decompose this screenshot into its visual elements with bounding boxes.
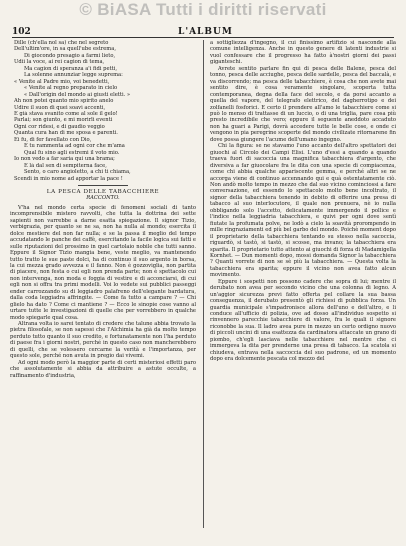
paragraph: a sottigliezza d'ingegno, il cui finissimo artifizio si nasconde alla comune intelligenza. Anche in questo genere di latenti industrie si vuol confessare che il progresso ha fatto à'nostri giorni dei passi giganteschi. (210, 40, 396, 66)
watermark: © BiASA Tutti i diritti riservati (79, 0, 327, 19)
poem-line: Io non vedo a far saria qui una brama; (14, 156, 115, 163)
paragraph: Altrana volta io sarei tentato di credere che talune abbia trovato la pietra filosofale, se non sapessi che l'Alchimia ha già da molto tempo perduto tutto quanto il suo credito, e fortunatamente non l'ha perduto di paese fra i giorni nostri, perché in questo caso non mancherebbero di quelli, che se volessero cercarne la verità e l'importanza, per questo sole, perché non avuta in pregio dai vivemi. (10, 321, 196, 360)
poem-line: Udii la voce, ai rei cagion di tema, (14, 59, 105, 66)
journal-title: L'ALBUM (177, 27, 233, 37)
page-header (12, 25, 394, 38)
poem-line: « Venite al regno preparato in cielo (24, 85, 118, 92)
section-subtitle: RACCONTO. (86, 195, 120, 202)
page-number: 102 (12, 27, 31, 37)
paragraph: Chi la figura: se ne stavamo l'uno accanto dell'altro spettatori dei giuochi al Circolo dei Campi Elisi. L'uno d'essi a quando a quando traeva fuori di sacoccia una magnifica tabacchiera d'argento, che diversiva a far giuocolare fra le dita con una specie di compiacenza, come chi abbia qualche appariscente gemma, e perché altri se ne accorga viene di continuo accennando qui e quà ostentatamente ciò. Non andò molto tempo in mezzo che dal suo vicino cominciossi a fare conversazione, ed essendo lo spettacolo molto bene incoltrato, il signor della tabacchiera tenendo in debito di offerire una presa di tabacco al suo interlocutore, il quale non prenuera, nè io nulla obbligando solo l'accetto, delicatamente immergendo il pollice e l'indice nella leggiadria tabacchiera, e quivi per ogni dove sentì fiutate la profumata polve, ne lodò a cielo la soavità prorompendo in mille ringraziamenti ed più bel garbo del mondo. Poichè moment dopo il proprietario della tabacchiera tentando su stesso nella sacoccia, riguardò, si tastò, si tastò, si scosse, ma invano; la tabacchiera era sparita. Il proprietario tutto attento ai giuochi di forza di Madamigella Kornhet. — Dun momenti dopo, mossi domanda Signor la tabacchiera ? Quanti vorrete di non se sè più la tabacchiera. — Questa volta la tabacchiera era sparita; eppure il vicino non avea fatto alcun movimento. (210, 143, 396, 279)
poem-line: Quanta cura han di me sposa e parenti. (14, 130, 118, 137)
paragraph: Ad ogni modo però la maggior parte di certi misteriosi effetti paro che assolutamente si abbia da attribuire a astute occulte, a raffinamento d'industria, (10, 359, 196, 379)
separator-rule (78, 185, 128, 186)
poem (14, 40, 196, 182)
poem-line: Ogni cor ridesi, e di gaudio veggio (14, 123, 105, 130)
poem-line: La solenne annunziar legge suprema: (24, 72, 123, 79)
poem-line: « Venite al Padre mio, voi benedetti, (14, 78, 110, 85)
poem-line: E tu rammenta ad ogni cor che m'ama (24, 143, 125, 150)
poem-line: Qual fu sino agli estremi il voto mio. (24, 149, 120, 156)
paragraph: V'ha nel mondo certa specie di fenomeni sociali di tanto incomprensibile mistero ravvolti, che tutta la dottrina dei sette sapienti non varrebbe a darne esatta spiegazione. Il signor Tizio, verbigrazia, per quanto se ne sa, non ha nulla al mondo; esercita il dolce mestiere del non far nulla; e se la passa il meglio del tempo accudatando le panche dei caffè, esercitando la facile logica sui fatti e sulle riputazioni del prossimo in quel cartolaio nobile che tutti sanno. Eppure il Signor Tizio mangia bene, veste meglio, va mantenendo tutto tratto le sue paste dolci, ha di continuo il suo argento in borsa, la cui mezza grado avvezza e il fanno. Non è gozzoviglia, non partita di piacere, non festa o cui egli non prenda parte; non è spettacolo cui non intervenga, non moda e foggia di vestire e di acconciarsi, di cui egli non si offra tra primi modelli. Voi lo vedete sui pubblici passeggi ender carrozzando su di leggiadro palafreno dell'elegante bardatura, dalla coda leggiadra affringite. — Come fa tutto a campare ? — Chi glielo ha dato ? Come ci mantiene ? — Ecco le sinopie cose vanno al urtare tutte le investigazioni di quelle che per vorrebbero in qualche modo spiegarle qual cosa. (10, 204, 196, 321)
poem-line: Ah non potei quanto mio spirito anelo (14, 98, 114, 105)
poem-line: Udire il suon di quei soavi accenti, (14, 104, 106, 111)
poem-line: E là dal sen di sempiterna face, (24, 162, 107, 169)
poem-line: E già stava svanito come al sole il gelo! (14, 110, 118, 117)
poem-line: Di giocondo presagio a farmi lieto, (24, 52, 116, 59)
left-column (10, 40, 196, 379)
right-column (210, 40, 396, 363)
poem-line: Dell'ultim'ore, in sa quell'ube estrema, (14, 46, 116, 53)
poem-line: Scendi in mio nome ad apportar la pace ! (14, 175, 123, 182)
poem-line: « Dall'origin del mondo ai giusti eletti. » (24, 91, 131, 98)
paragraph: Avrete sentito parlare fin qui di pesca delle Balene, pesca del tonno, pesca delle acciughe, pesca delle sardelle, pesca del baccalà, e va discorrendo; ma pesca delle tabacchiere, è cosa che non avete mai sentito dire, è cosa veramente singolare, scoperta tutta contemporanea, degna della face del secolo, e da porsi accanto a quella del vapore, del telegrafo elettrico, del dagherrotipo e dei zolfanelli fosforici. E certo il prendere all'amo le tabacchiere come si può lo menso di trattasse di un luccio, o di una triglia, pare cosa più presto incredibile che vero; eppure il seguente aneddoto accaduto non ha guari a Parigi, dovrà accedere tutte le belle cose, e onde ci vengono in pia peregrine scoperte del mondo civilizate ritornarene fin dove possa giungere l'acume dell'umano ingegno. (210, 65, 396, 143)
poem-line: Dille (ch'ella nol sa) che nel segreto (14, 40, 109, 46)
poem-line: Ma cagion di speranza a'i fidi petti, (24, 65, 117, 72)
column-divider (203, 40, 204, 528)
poem-line: Ei fu, di fer favellato con Dio, (14, 136, 92, 143)
poem-line: Sento, o caro angioletto, a chi ti chiama, (24, 169, 131, 176)
poem-line: Parlai; son giunto, e mi morirli eventi (14, 117, 113, 124)
section-title: LA PESCA DELLE TABACCHIERE (46, 188, 160, 195)
paragraph: Eppure i sospetti non possono cadere che sopra di lui; mentre il derubato non avea per secondo vicino che una colonna di legno. A un'aggior sicurezza previ fatto offerta pel collare la sua bassa conseguenza, il derubato presentò gli richiesi di pubblica forza. Un guardia municipale s'impadronisce allora dell'uno e dell'altro, e li conduce all'ufficio di polizia, ove ad dosso all'individuo sospetto si rinvennero parecchie tabacchiere di valore, fra le quali il signore riconobbe la sua. Il ladro avea pure in mezzo un certo ordigno nuovo di piccoli uncini di una esattezza da cardinatora attaccate un grano di piombo, ch'egli lasciava nelle tabacchiere nel mentre che ci immergeva la dita per prenderne una presa di tabacco. La scatola si chiudeva, entrava nella saccoccia del suo padrone, ed un momento dopo era dolcemente pescata col mezzo del (210, 278, 396, 363)
